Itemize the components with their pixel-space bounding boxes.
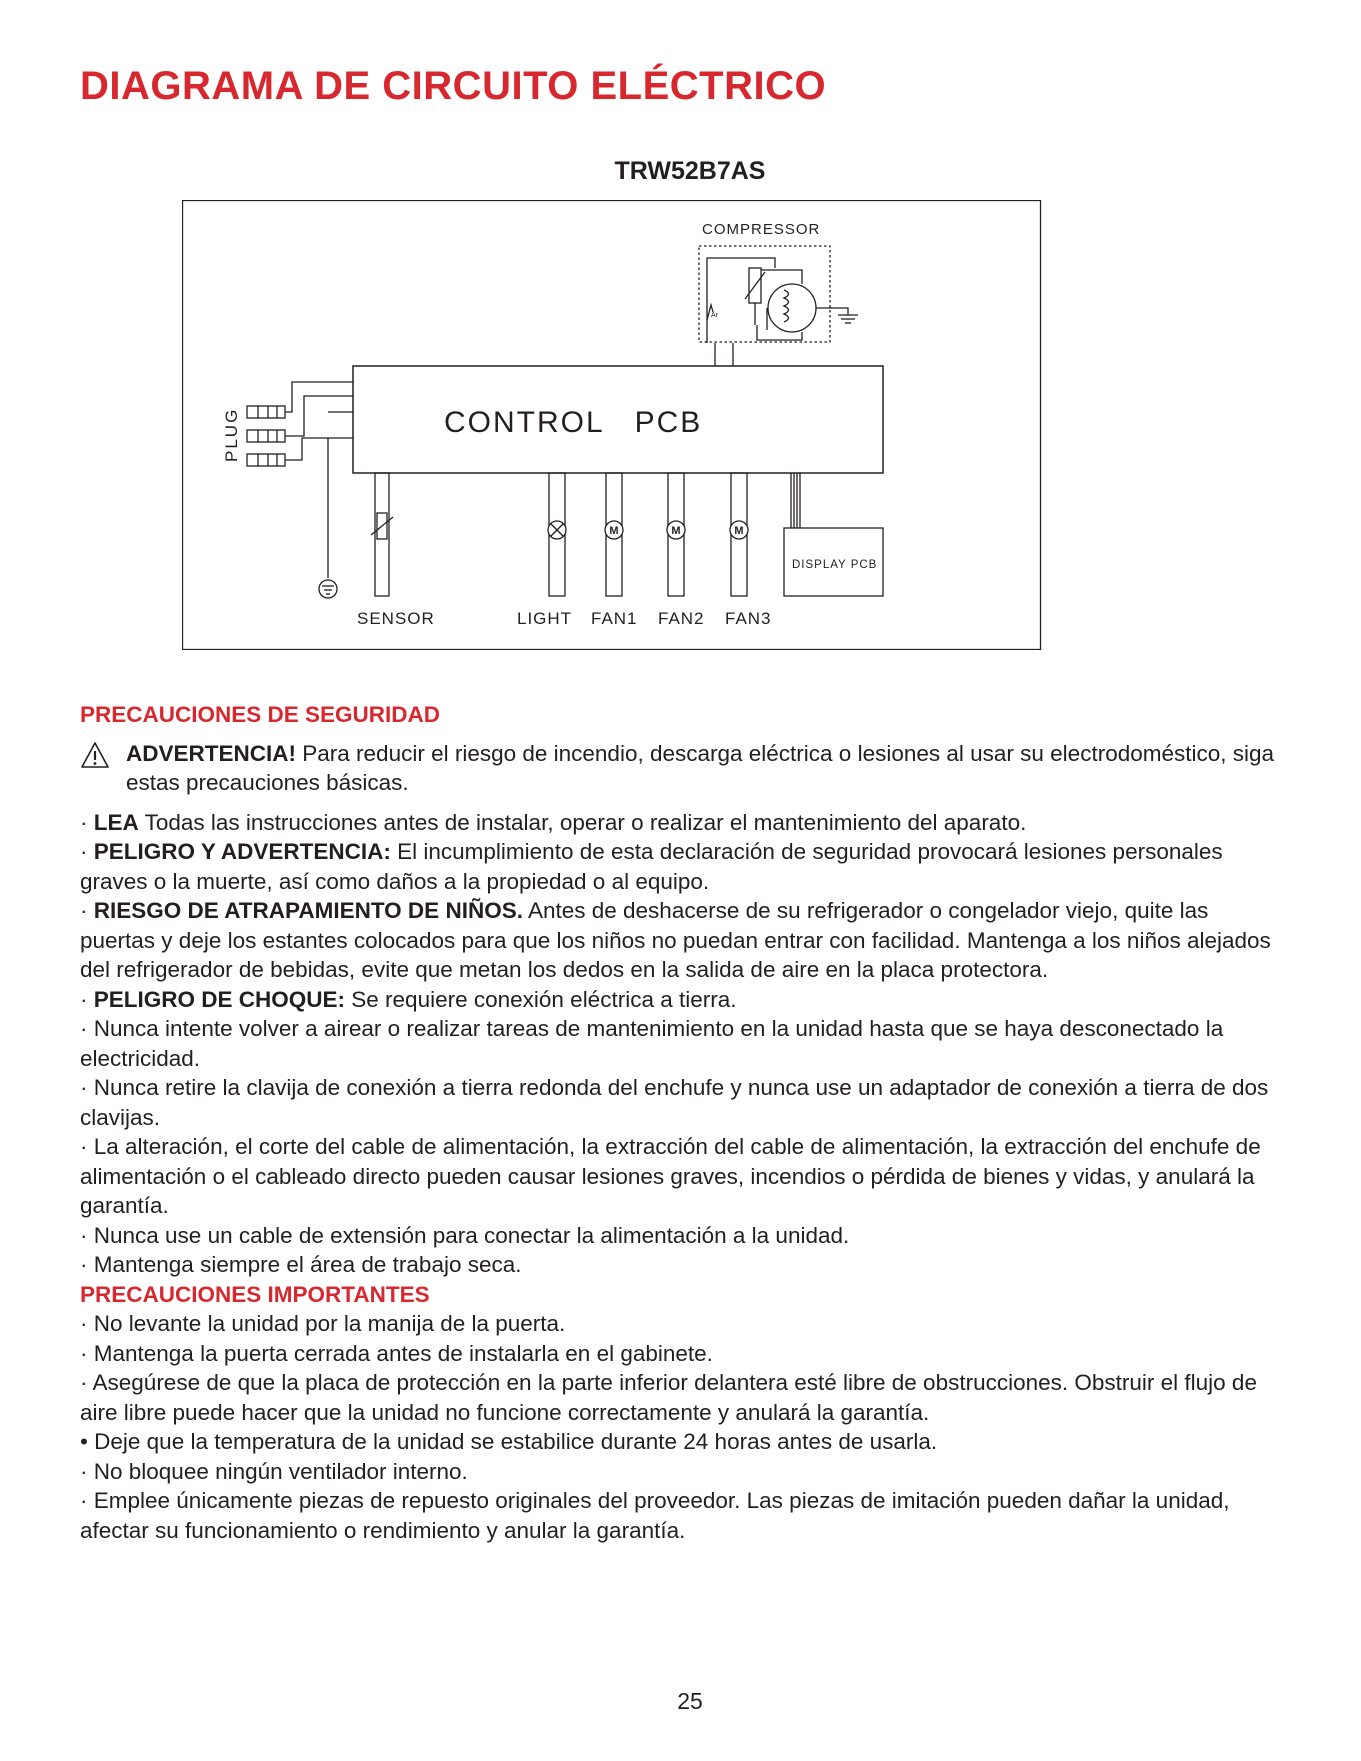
warning-text: Para reducir el riesgo de incendio, descarga eléctrica o lesiones al usar su electrodoméstico, siga estas precauciones básicas. [126, 740, 1275, 795]
sensor-label: SENSOR [357, 609, 435, 628]
warning-paragraph [80, 739, 1280, 798]
fan3-motor-symbol: M [734, 525, 744, 537]
compressor-relay-icon [707, 258, 775, 343]
safety-item: · PELIGRO DE CHOQUE: Se requiere conexión eléctrica a tierra. [80, 986, 737, 1012]
safety-item: · LEA Todas las instrucciones antes de instalar, operar o realizar el mantenimiento del aparato. [80, 809, 1027, 835]
important-item: • Deje que la temperatura de la unidad se estabilice durante 24 horas antes de usarla. [80, 1429, 938, 1454]
light-bulb-icon [548, 521, 566, 539]
circuit-diagram [182, 200, 1042, 650]
plug-prongs [247, 406, 285, 466]
compressor-ground-icon [816, 308, 858, 323]
safety-item: · La alteración, el corte del cable de alimentación, la extracción del cable de alimentación, la extracción del enchufe de alimentación o el cableado directo pueden causar lesiones graves, incendios o pérdida de bienes y vidas, y anulará la garantía. [80, 1134, 1261, 1218]
fan2-motor-symbol: M [671, 525, 681, 537]
fan3-label: FAN3 [725, 609, 772, 628]
safety-item: · RIESGO DE ATRAPAMIENTO DE NIÑOS. Antes de deshacerse de su refrigerador o congelador viejo, quite las puertas y deje los estantes colocados para que los niños no puedan entrar con facilidad. Mantenga a los niños alejados del refrigerador de bebidas, evite que metan los dedos en la salida de aire en la placa protectora. [80, 898, 1271, 982]
important-heading: PRECAUCIONES IMPORTANTES [80, 1281, 430, 1307]
sensor-thermistor-icon [371, 513, 393, 539]
warning-label: ADVERTENCIA! [126, 740, 297, 766]
important-item: · Asegúrese de que la placa de protección en la parte inferior delantera esté libre de obstrucciones. Obstruir el flujo de aire libre puede hacer que la unidad no funcione correctamente y anulará la garantía. [80, 1370, 1257, 1425]
display-pcb-wires [791, 473, 800, 528]
important-item: · No levante la unidad por la manija de la puerta. [80, 1311, 566, 1336]
safety-item: · PELIGRO Y ADVERTENCIA: El incumplimiento de esta declaración de seguridad provocará lesiones personales graves o la muerte, así como daños a la propiedad o al equipo. [80, 839, 1223, 894]
important-item: · Emplee únicamente piezas de repuesto originales del proveedor. Las piezas de imitación pueden dañar la unidad, afectar su funcionamiento o rendimiento y anular la garantía. [80, 1488, 1230, 1543]
warning-triangle-icon [80, 741, 110, 769]
page-number: 25 [677, 1688, 703, 1714]
fan1-label: FAN1 [591, 609, 638, 628]
page-title: DIAGRAMA DE CIRCUITO ELÉCTRICO [80, 64, 827, 108]
compressor-motor-icon [757, 270, 816, 340]
fan1-motor-symbol: M [609, 525, 619, 537]
fan2-label: FAN2 [658, 609, 705, 628]
ground-symbol-icon [319, 580, 337, 598]
safety-content [80, 700, 1280, 1545]
compressor-label: COMPRESSOR [702, 221, 821, 238]
safety-heading: PRECAUCIONES DE SEGURIDAD [80, 702, 441, 727]
relay-mark: Ar [711, 312, 718, 319]
safety-item: · Mantenga siempre el área de trabajo seca. [80, 1252, 522, 1277]
plug-label: PLUG [222, 407, 241, 462]
model-number: TRW52B7AS [614, 157, 766, 185]
important-item: · Mantenga la puerta cerrada antes de instalarla en el gabinete. [80, 1340, 713, 1366]
control-pcb-label: CONTROL PCB [444, 406, 703, 439]
safety-item: · Nunca retire la clavija de conexión a tierra redonda del enchufe y nunca use un adaptador de conexión a tierra de dos clavijas. [80, 1075, 1269, 1130]
light-label: LIGHT [517, 609, 573, 628]
safety-item: · Nunca intente volver a airear o realizar tareas de mantenimiento en la unidad hasta que se haya desconectado la electricidad. [80, 1016, 1224, 1071]
compressor-housing [699, 246, 830, 342]
important-item: · No bloquee ningún ventilador interno. [80, 1458, 468, 1484]
display-pcb-label: DISPLAY PCB [792, 559, 878, 571]
safety-item: · Nunca use un cable de extensión para conectar la alimentación a la unidad. [80, 1222, 850, 1248]
